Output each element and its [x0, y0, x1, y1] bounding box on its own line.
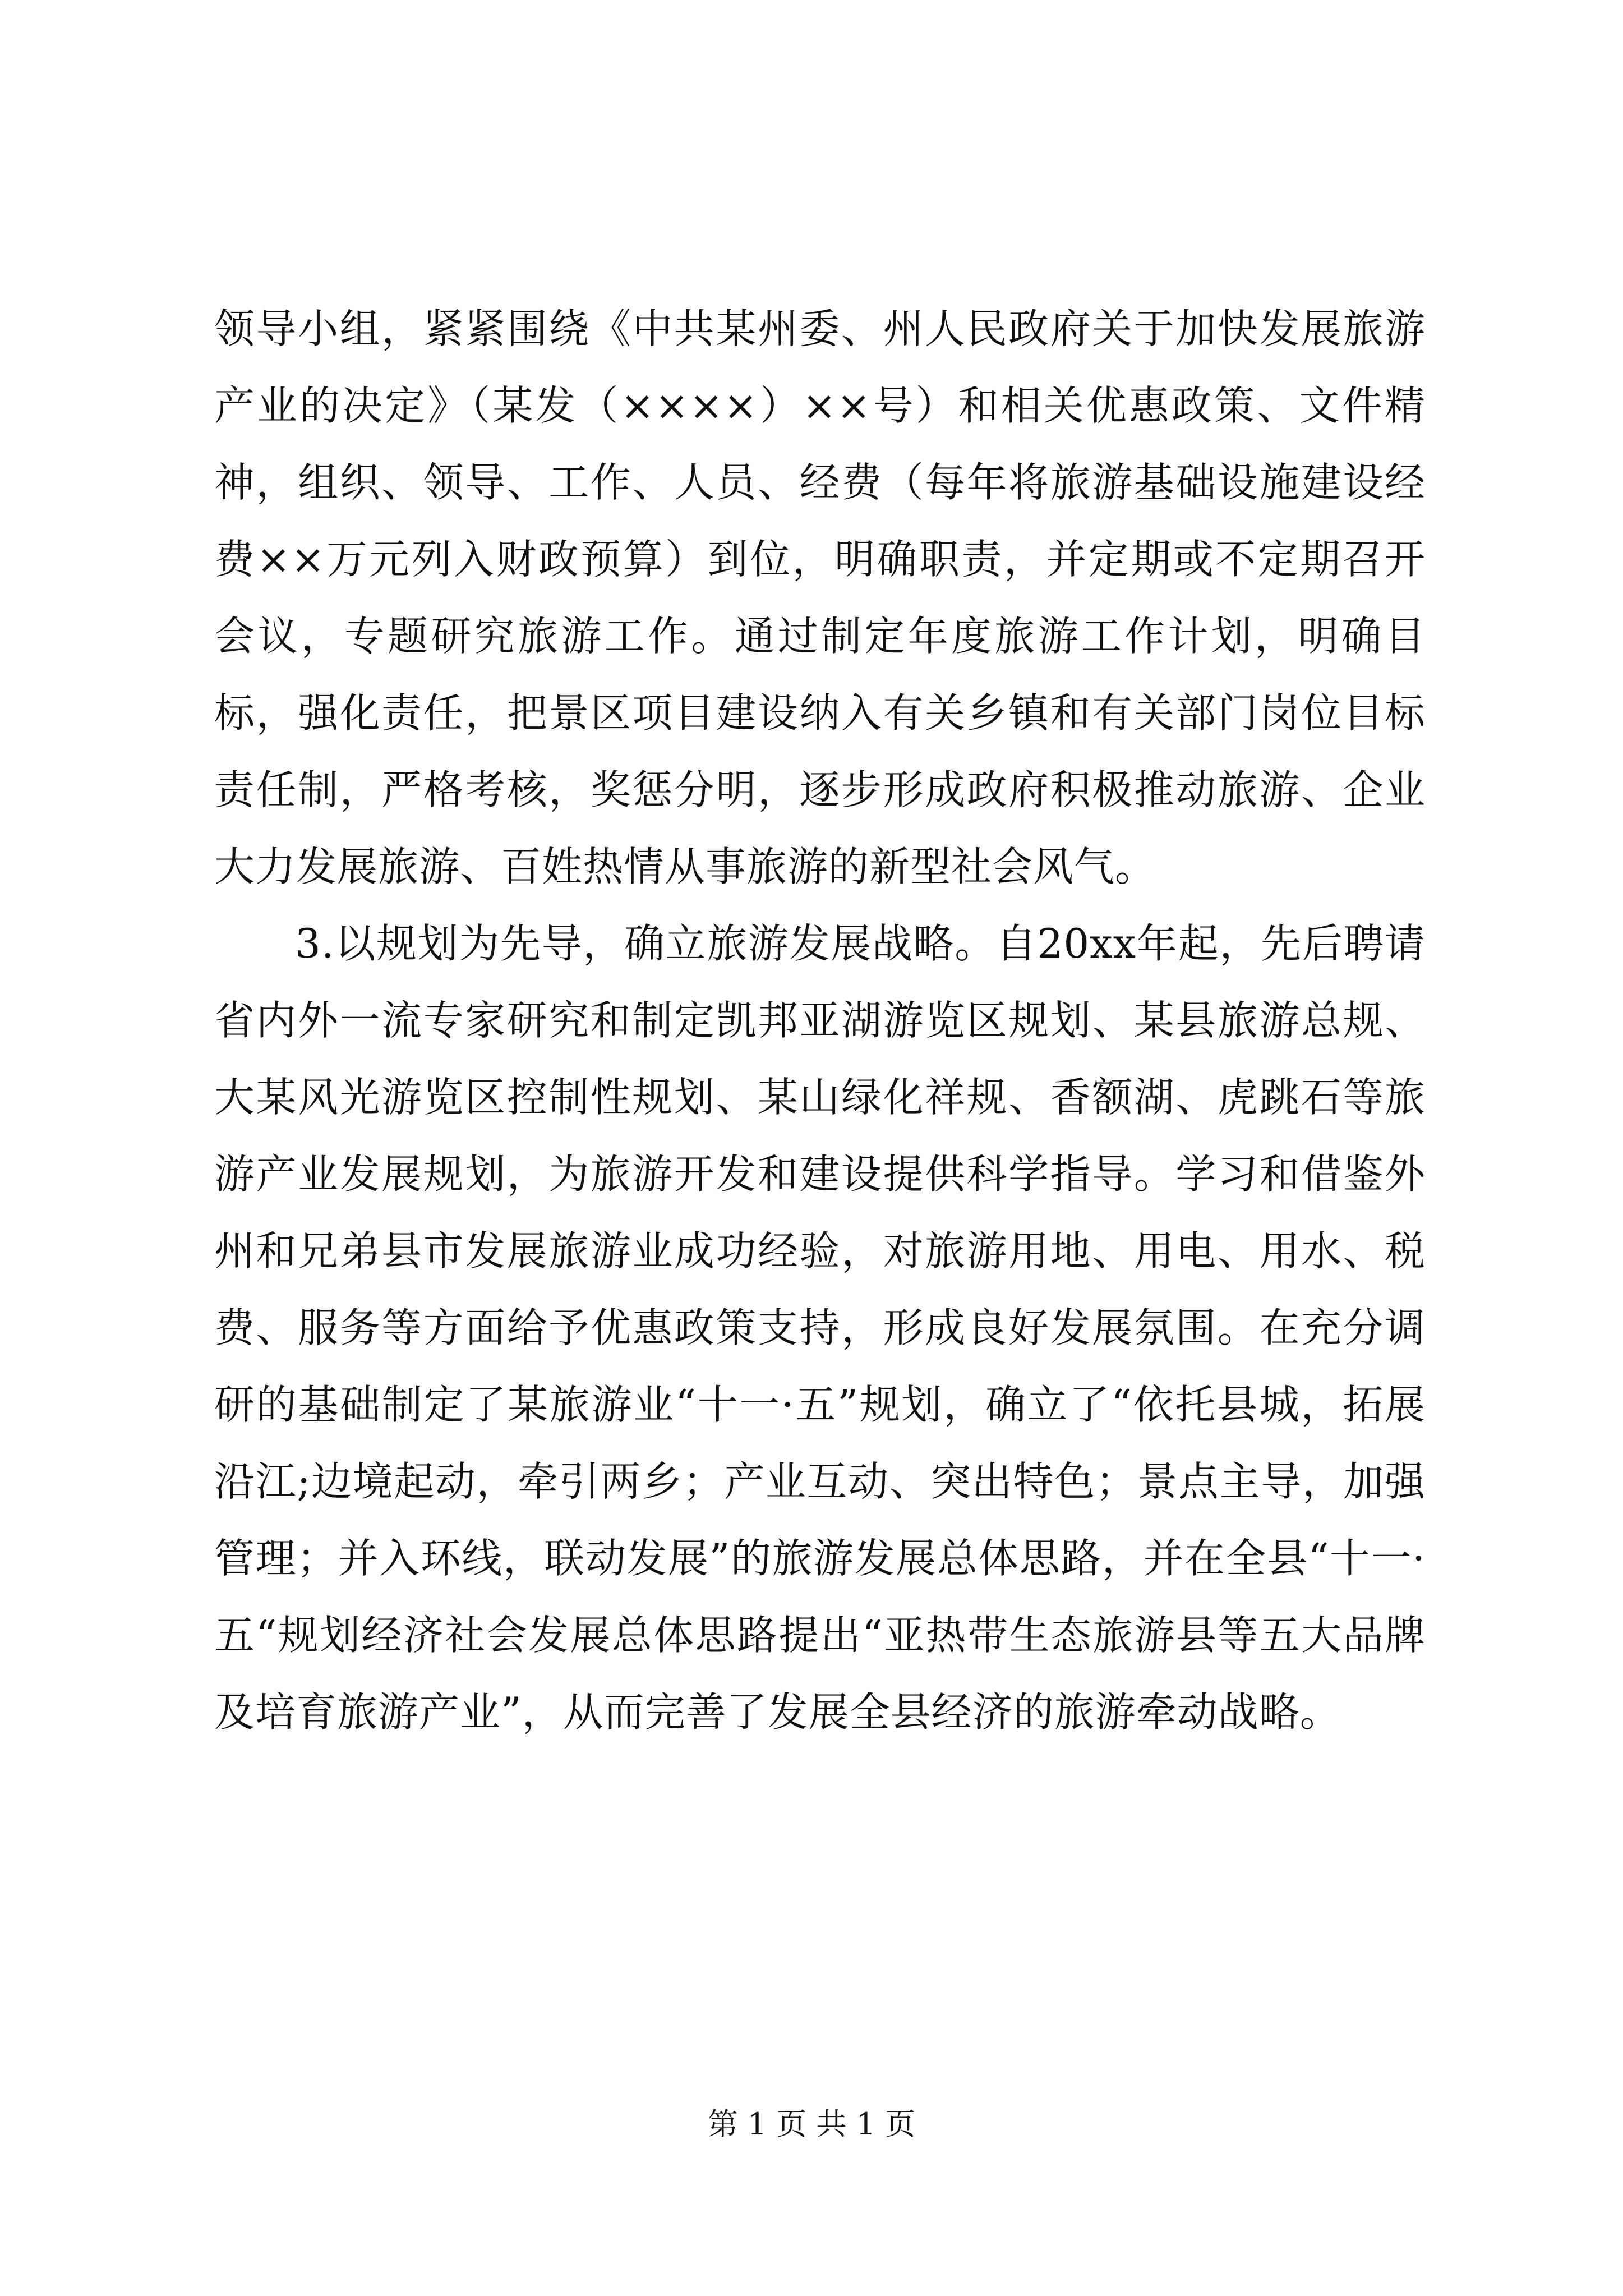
page-number-footer: 第 1 页 共 1 页	[707, 2106, 916, 2142]
paragraph-continuation: 领导小组，紧紧围绕《中共某州委、州人民政府关于加快发展旅游产业的决定》（某发（××××）××号）和相关优惠政策、文件精神，组织、领导、工作、人员、经费（每年将旅游基础设施建设经费××万元列入财政预算）到位，明确职责，并定期或不定期召开会议，专题研究旅游工作。通过制定年度旅游工作计划，明确目标，强化责任，把景区项目建设纳入有关乡镇和有关部门岗位目标责任制，严格考核，奖惩分明，逐步形成政府积极推动旅游、企业大力发展旅游、百姓热情从事旅游的新型社会风气。	[214, 305, 1426, 890]
document-body	[214, 291, 1426, 1751]
paragraph-section-3: 3.以规划为先导，确立旅游发展战略。自20xx年起，先后聘请省内外一流专家研究和制定凯邦亚湖游览区规划、某县旅游总规、大某风光游览区控制性规划、某山绿化祥规、香额湖、虎跳石等旅游产业发展规划，为旅游开发和建设提供科学指导。学习和借鉴外州和兄弟县市发展旅游业成功经验，对旅游用地、用电、用水、税费、服务等方面给予优惠政策支持，形成良好发展氛围。在充分调研的基础制定了某旅游业“十一·五”规划，确立了“依托县城，拓展沿江;边境起动，牵引两乡；产业互动、突出特色；景点主导，加强管理；并入环线，联动发展”的旅游发展总体思路，并在全县“十一·五“规划经济社会发展总体思路提出“亚热带生态旅游县等五大品牌及培育旅游产业”，从而完善了发展全县经济的旅游牵动战略。	[214, 920, 1426, 1736]
